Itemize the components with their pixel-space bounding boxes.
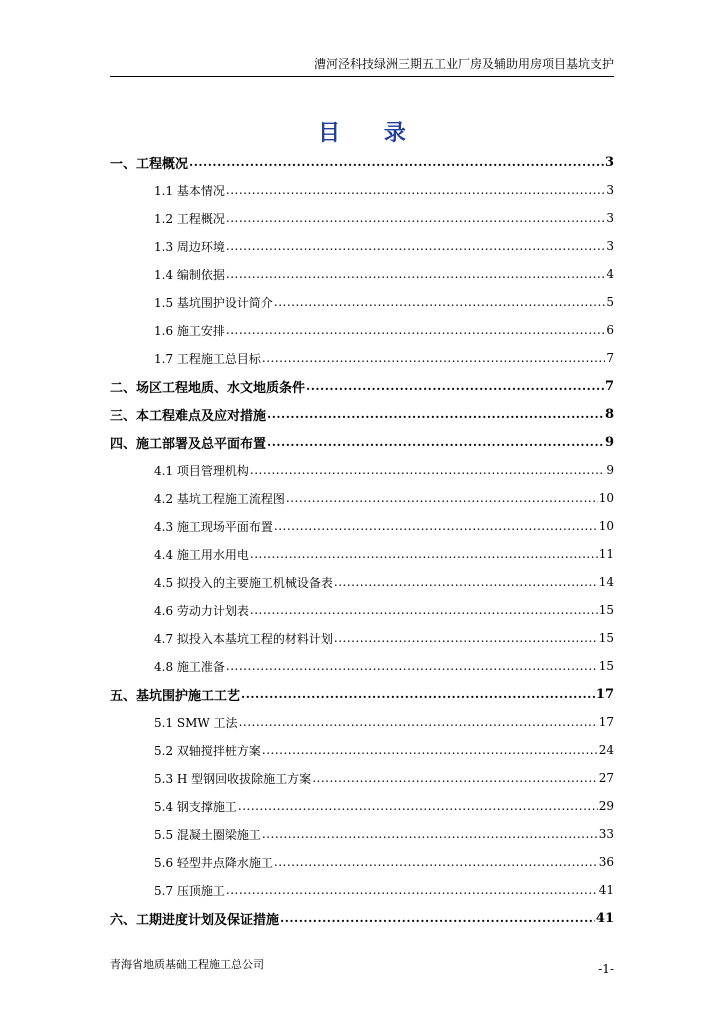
toc-entry-label: 5.1 SMW 工法 (154, 715, 238, 730)
toc-subsection-entry[interactable] (110, 568, 614, 596)
toc-dot-leader (226, 659, 598, 673)
toc-section-entry[interactable] (110, 428, 614, 456)
toc-dot-leader (267, 435, 604, 449)
toc-subsection-entry[interactable] (110, 792, 614, 820)
toc-entry-label: 1.6 施工安排 (154, 323, 225, 338)
toc-entry-page: 6 (606, 323, 614, 337)
toc-subsection-entry[interactable] (110, 624, 614, 652)
toc-dot-leader (306, 379, 604, 393)
toc-entry-page: 8 (604, 406, 614, 422)
toc-section-entry[interactable] (110, 148, 614, 176)
toc-entry-page: 9 (604, 434, 614, 450)
toc-subsection-entry[interactable] (110, 708, 614, 736)
toc-dot-leader (267, 407, 604, 421)
toc-entry-page: 4 (606, 267, 614, 281)
toc-section-entry[interactable] (110, 372, 614, 400)
toc-entry-page: 10 (598, 519, 614, 533)
toc-dot-leader (226, 323, 605, 337)
toc-dot-leader (250, 603, 598, 617)
toc-entry-label: 5.5 混凝土圈梁施工 (154, 827, 261, 842)
toc-subsection-entry[interactable] (110, 344, 614, 372)
toc-dot-leader (226, 239, 605, 253)
toc-subsection-entry[interactable] (110, 820, 614, 848)
toc-entry-page: 41 (598, 883, 614, 897)
toc-dot-leader (274, 855, 598, 869)
toc-subsection-entry[interactable] (110, 316, 614, 344)
toc-entry-label: 4.1 项目管理机构 (154, 463, 249, 478)
toc-subsection-entry[interactable] (110, 764, 614, 792)
toc-subsection-entry[interactable] (110, 596, 614, 624)
footer-company: 青海省地质基础工程施工总公司 (110, 958, 264, 971)
toc-dot-leader (241, 687, 595, 701)
toc-dot-leader (262, 351, 605, 365)
toc-entry-label: 5.4 钢支撑施工 (154, 799, 237, 814)
toc-subsection-entry[interactable] (110, 736, 614, 764)
toc-dot-leader (262, 827, 598, 841)
toc-dot-leader (189, 155, 604, 169)
page-header (110, 56, 614, 77)
toc-dot-leader (239, 715, 598, 729)
toc-dot-leader (226, 267, 605, 281)
header-text: 漕河泾科技绿洲三期五工业厂房及辅助用房项目基坑支护 (313, 57, 614, 71)
toc-entry-page: 17 (595, 686, 614, 702)
toc-entry-label: 四、施工部署及总平面布置 (110, 436, 267, 452)
toc-dot-leader (274, 519, 598, 533)
toc-subsection-entry[interactable] (110, 876, 614, 904)
toc-entry-page: 33 (598, 827, 614, 841)
toc-entry-page: 17 (598, 715, 614, 729)
toc-subsection-entry[interactable] (110, 288, 614, 316)
toc-dot-leader (226, 183, 605, 197)
toc-section-entry[interactable] (110, 904, 614, 932)
toc-dot-leader (250, 547, 598, 561)
toc-entry-label: 五、基坑围护施工工艺 (110, 688, 241, 704)
toc-entry-label: 二、场区工程地质、水文地质条件 (110, 380, 306, 396)
toc-entry-label: 一、工程概况 (110, 156, 189, 172)
toc-dot-leader (262, 743, 598, 757)
page-footer (110, 956, 614, 980)
toc-section-entry[interactable] (110, 400, 614, 428)
toc-entry-page: 7 (604, 378, 614, 394)
toc-dot-leader (334, 631, 598, 645)
toc-dot-leader (274, 295, 605, 309)
toc-entry-label: 4.5 拟投入的主要施工机械设备表 (154, 575, 333, 590)
toc-entry-page: 3 (604, 154, 614, 170)
toc-subsection-entry[interactable] (110, 260, 614, 288)
toc-entry-page: 3 (606, 211, 614, 225)
toc-subsection-entry[interactable] (110, 652, 614, 680)
toc-dot-leader (226, 883, 598, 897)
toc-entry-page: 41 (595, 910, 614, 926)
toc-entry-page: 3 (606, 239, 614, 253)
toc-entry-page: 24 (598, 743, 614, 757)
table-of-contents (110, 148, 614, 932)
toc-dot-leader (250, 463, 605, 477)
toc-entry-label: 4.7 拟投入本基坑工程的材料计划 (154, 631, 333, 646)
toc-entry-label: 4.3 施工现场平面布置 (154, 519, 273, 534)
toc-dot-leader (286, 491, 598, 505)
toc-entry-label: 5.7 压顶施工 (154, 883, 225, 898)
toc-dot-leader (280, 911, 595, 925)
toc-dot-leader (226, 211, 605, 225)
toc-dot-leader (238, 799, 598, 813)
toc-subsection-entry[interactable] (110, 176, 614, 204)
toc-entry-label: 1.3 周边环境 (154, 239, 225, 254)
toc-entry-label: 三、本工程难点及应对措施 (110, 408, 267, 424)
toc-entry-page: 15 (598, 659, 614, 673)
toc-entry-label: 六、工期进度计划及保证措施 (110, 912, 280, 928)
toc-entry-page: 29 (598, 799, 614, 813)
toc-entry-page: 36 (598, 855, 614, 869)
toc-entry-page: 3 (606, 183, 614, 197)
toc-entry-page: 7 (606, 351, 614, 365)
toc-entry-label: 5.2 双轴搅拌桩方案 (154, 743, 261, 758)
toc-subsection-entry[interactable] (110, 540, 614, 568)
toc-entry-label: 5.6 轻型井点降水施工 (154, 855, 273, 870)
toc-section-entry[interactable] (110, 680, 614, 708)
toc-subsection-entry[interactable] (110, 232, 614, 260)
toc-entry-page: 11 (598, 547, 614, 561)
toc-entry-page: 10 (598, 491, 614, 505)
toc-entry-label: 4.4 施工用水用电 (154, 547, 249, 562)
toc-subsection-entry[interactable] (110, 512, 614, 540)
toc-entry-label: 1.2 工程概况 (154, 211, 225, 226)
toc-entry-label: 1.1 基本情况 (154, 183, 225, 198)
toc-entry-label: 5.3 H 型钢回收拔除施工方案 (154, 771, 312, 786)
toc-entry-page: 27 (598, 771, 614, 785)
toc-entry-label: 1.5 基坑围护设计简介 (154, 295, 273, 310)
toc-title: 目 录 (318, 120, 424, 146)
toc-entry-page: 15 (598, 631, 614, 645)
toc-entry-label: 4.2 基坑工程施工流程图 (154, 491, 285, 506)
footer-page-number: -1- (598, 962, 614, 976)
toc-subsection-entry[interactable] (110, 456, 614, 484)
toc-entry-page: 9 (606, 463, 614, 477)
toc-dot-leader (334, 575, 598, 589)
toc-subsection-entry[interactable] (110, 848, 614, 876)
toc-entry-page: 14 (598, 575, 614, 589)
toc-subsection-entry[interactable] (110, 484, 614, 512)
toc-entry-label: 4.8 施工准备 (154, 659, 225, 674)
toc-entry-page: 15 (598, 603, 614, 617)
toc-entry-page: 5 (606, 295, 614, 309)
toc-entry-label: 4.6 劳动力计划表 (154, 603, 249, 618)
toc-entry-label: 1.7 工程施工总目标 (154, 351, 261, 366)
toc-entry-label: 1.4 编制依据 (154, 267, 225, 282)
toc-subsection-entry[interactable] (110, 204, 614, 232)
toc-dot-leader (312, 771, 598, 785)
